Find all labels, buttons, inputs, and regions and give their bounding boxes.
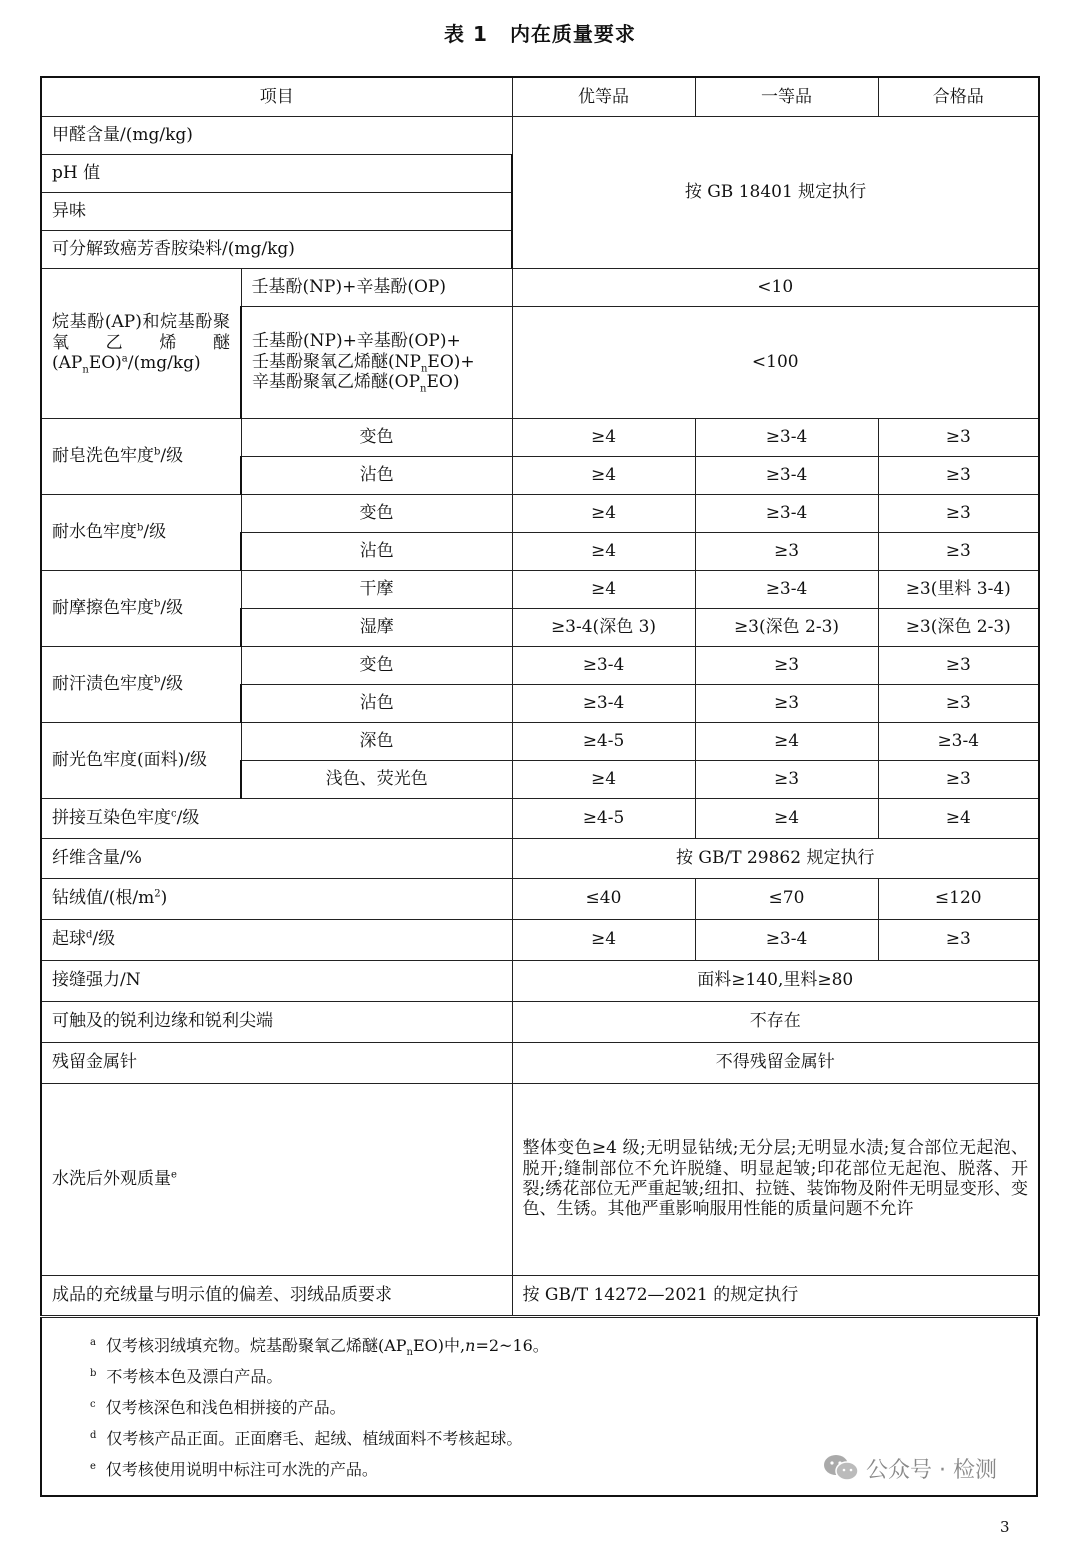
table-row [41, 494, 1039, 532]
value-cell: ≥4 [695, 798, 878, 838]
table-row [41, 878, 1039, 919]
ap-sub1-value: <10 [512, 268, 1039, 306]
value-cell: ≥4-5 [512, 722, 695, 760]
footnote-a: $^a$ 仅考核羽绒填充物。烷基酚聚氧乙烯醚$(AP_nEO)$中,n=2~16。 [90, 1336, 549, 1359]
value-cell: ≥3 [878, 684, 1039, 722]
quality-table [40, 76, 1040, 1316]
value-cell: ≥3-4 [695, 456, 878, 494]
value-cell: ≥3-4 [695, 570, 878, 608]
table-row [41, 418, 1039, 456]
ph-label: pH 值 [41, 154, 512, 192]
value-cell: ≥3-4 [878, 722, 1039, 760]
azo-label: 可分解致癌芳香胺染料/(mg/kg) [41, 230, 512, 268]
down-label: 钻绒值/(根$/m^2$) [41, 878, 512, 919]
value-cell: ≥3 [695, 646, 878, 684]
needle-value: 不得残留金属针 [512, 1042, 1039, 1083]
footnote-c: $^c$ 仅考核深色和浅色相拼接的产品。 [90, 1398, 346, 1417]
value-cell: ≥4 [512, 456, 695, 494]
sweat-stain-label: 沾色 [241, 684, 512, 722]
table-row [41, 1083, 1039, 1275]
value-cell: ≥3 [878, 532, 1039, 570]
soap-stain-label: 沾色 [241, 456, 512, 494]
soap-change-label: 变色 [241, 418, 512, 456]
odor-label: 异味 [41, 192, 512, 230]
header-grade-first: 一等品 [695, 77, 878, 116]
value-cell: ≥3 [878, 494, 1039, 532]
ap-sub2-label: 壬基酚(NP)+辛基酚(OP)+ 壬基酚聚氧乙烯醚$(NP_nEO)+$ 辛基酚聚氧乙烯醚$(OP_nEO)$ [241, 306, 512, 418]
header-item: 项目 [41, 77, 512, 116]
value-cell: ≥3 [695, 684, 878, 722]
value-cell: ≥3(里料 3-4) [878, 570, 1039, 608]
value-cell: ≤120 [878, 878, 1039, 919]
value-cell: ≥3-4 [695, 494, 878, 532]
table-row [41, 1275, 1039, 1315]
splice-label: 拼接互染色牢度$^c$/级 [41, 798, 512, 838]
table-row [41, 919, 1039, 960]
light-label: 耐光色牢度(面料)/级 [41, 722, 241, 798]
fiber-value: 按 GB/T 29862 规定执行 [512, 838, 1039, 878]
value-cell: ≥3(深色 2-3) [695, 608, 878, 646]
water-stain-label: 沾色 [241, 532, 512, 570]
table-row [41, 570, 1039, 608]
pilling-label: 起球$^d$/级 [41, 919, 512, 960]
table-row [41, 1042, 1039, 1083]
table-row [41, 116, 1039, 154]
ap-sub1-label: 壬基酚(NP)+辛基酚(OP) [241, 268, 512, 306]
light-light-label: 浅色、荧光色 [241, 760, 512, 798]
value-cell: ≥4 [512, 919, 695, 960]
value-cell: ≥3 [878, 919, 1039, 960]
value-cell: ≥3-4 [512, 684, 695, 722]
table-row [41, 722, 1039, 760]
value-cell: ≥3-4(深色 3) [512, 608, 695, 646]
page-number: 3 [1000, 1518, 1010, 1536]
value-cell: ≥3 [878, 456, 1039, 494]
light-dark-label: 深色 [241, 722, 512, 760]
value-cell: ≥3(深色 2-3) [878, 608, 1039, 646]
sharp-label: 可触及的锐利边缘和锐利尖端 [41, 1001, 512, 1042]
needle-label: 残留金属针 [41, 1042, 512, 1083]
value-cell: ≥4 [695, 722, 878, 760]
fill-label: 成品的充绒量与明示值的偏差、羽绒品质要求 [41, 1275, 512, 1315]
fill-value: 按 GB/T 14272—2021 的规定执行 [512, 1275, 1039, 1315]
footnote-e: $^e$ 仅考核使用说明中标注可水洗的产品。 [90, 1460, 378, 1479]
table-row [41, 798, 1039, 838]
water-change-label: 变色 [241, 494, 512, 532]
table-title: 表 1 内在质量要求 [444, 22, 636, 46]
table-row [41, 838, 1039, 878]
value-cell: ≤70 [695, 878, 878, 919]
wechat-icon [822, 1453, 860, 1483]
rub-dry-label: 干摩 [241, 570, 512, 608]
table-row [41, 268, 1039, 306]
value-cell: ≥3-4 [695, 418, 878, 456]
value-cell: ≥3-4 [695, 919, 878, 960]
watermark: 公众号 · 检测 [822, 1450, 997, 1486]
value-cell: ≥4 [512, 532, 695, 570]
ap-label: 烷基酚(AP)和烷基酚聚氧乙烯醚$(AP_nEO)^a/(mg/kg)$ [41, 268, 241, 418]
sweat-change-label: 变色 [241, 646, 512, 684]
header-grade-superior: 优等品 [512, 77, 695, 116]
value-cell: ≤40 [512, 878, 695, 919]
formaldehyde-label: 甲醛含量/(mg/kg) [41, 116, 512, 154]
footnote-b: $^b$ 不考核本色及漂白产品。 [90, 1367, 283, 1386]
seam-label: 接缝强力/N [41, 960, 512, 1001]
value-cell: ≥4 [512, 760, 695, 798]
value-cell: ≥4 [512, 418, 695, 456]
footnote-d: $^d$ 仅考核产品正面。正面磨毛、起绒、植绒面料不考核起球。 [90, 1429, 523, 1448]
sharp-value: 不存在 [512, 1001, 1039, 1042]
value-cell: ≥4 [512, 494, 695, 532]
value-cell: ≥3-4 [512, 646, 695, 684]
header-grade-qualified: 合格品 [878, 77, 1039, 116]
value-cell: ≥3 [695, 532, 878, 570]
value-cell: ≥3 [878, 418, 1039, 456]
wash-label: 水洗后外观质量$^e$ [41, 1083, 512, 1275]
value-cell: ≥3 [878, 646, 1039, 684]
fiber-label: 纤维含量/% [41, 838, 512, 878]
water-label: 耐水色牢度$^b$/级 [41, 494, 241, 570]
table-row [41, 1001, 1039, 1042]
seam-value: 面料≥140,里料≥80 [512, 960, 1039, 1001]
gb18401-value: 按 GB 18401 规定执行 [512, 116, 1039, 268]
table-row [41, 646, 1039, 684]
value-cell: ≥3 [878, 760, 1039, 798]
wash-value: 整体变色≥4 级;无明显钻绒;无分层;无明显水渍;复合部位无起泡、脱开;缝制部位不允许脱缝、明显起皱;印花部位无起泡、脱落、开裂;绣花部位无严重起皱;纽扣、拉链、装饰物及附件无明显变形、变色、生锈。其他严重影响服用性能的质量问题不允许 [512, 1083, 1039, 1275]
value-cell: ≥3 [695, 760, 878, 798]
table-row [41, 960, 1039, 1001]
rub-wet-label: 湿摩 [241, 608, 512, 646]
value-cell: ≥4 [512, 570, 695, 608]
ap-sub2-value: <100 [512, 306, 1039, 418]
value-cell: ≥4 [878, 798, 1039, 838]
table-header-row [41, 77, 1039, 116]
value-cell: ≥4-5 [512, 798, 695, 838]
soap-label: 耐皂洗色牢度$^b$/级 [41, 418, 241, 494]
rub-label: 耐摩擦色牢度$^b$/级 [41, 570, 241, 646]
sweat-label: 耐汗渍色牢度$^b$/级 [41, 646, 241, 722]
